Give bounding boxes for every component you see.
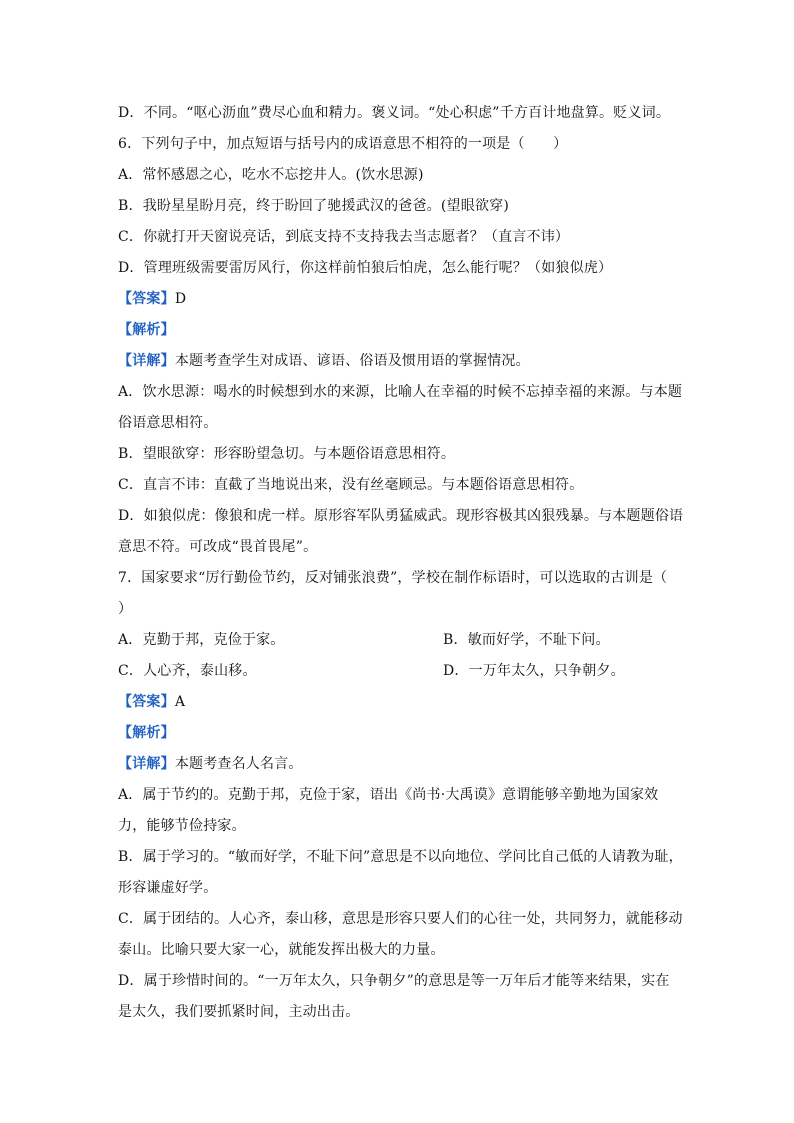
detail-text: 本题考查名人名言。	[174, 756, 303, 772]
q7-explain-line: 泰山。比喻只要大家一心，就能发挥出极大的力量。	[118, 942, 445, 958]
q6-option-b: B．我盼星星盼月亮，终于盼回了驰援武汉的爸爸。(望眼欲穿)	[118, 198, 510, 214]
q7-answer	[118, 692, 185, 712]
q7-explain-line: A．属于节约的。克勤于邦，克俭于家，语出《尚书·大禹谟》意谓能够辛勤地为国家效	[118, 787, 659, 803]
detail-tag: 【详解】	[118, 756, 175, 772]
analysis-tag: 【解析】	[118, 725, 175, 741]
q6-explain-line: A．饮水思源：喝水的时候想到水的来源，比喻人在幸福的时候不忘掉幸福的来源。与本题	[118, 384, 683, 400]
q7-explain-line: 是太久，我们要抓紧时间，主动出击。	[118, 1004, 360, 1020]
q7-explain-line: B．属于学习的。“敏而好学，不耻下问”意思是不以向地位、学问比自己低的人请教为耻，	[118, 849, 683, 865]
q7-explain-line: C．属于团结的。人心齐，泰山移，意思是形容只要人们的心往一处，共同努力，就能移动	[118, 911, 683, 927]
q7-explain-line: 形容谦虚好学。	[118, 880, 218, 896]
q7-explain-line: D．属于珍惜时间的。“一万年太久，只争朝夕”的意思是等一万年后才能等来结果，实在	[118, 973, 670, 989]
q7-option-c: C．人心齐，泰山移。	[118, 663, 257, 679]
detail-tag: 【详解】	[118, 353, 175, 369]
detail-text: 本题考查学生对成语、谚语、俗语及惯用语的掌握情况。	[174, 353, 530, 369]
q6-question: 6．下列句子中，加点短语与括号内的成语意思不相符的一项是（ ）	[118, 136, 568, 152]
q7-question: 7．国家要求“厉行勤俭节约，反对铺张浪费”，学校在制作标语时，可以选取的古训是（	[118, 570, 668, 586]
q6-detail	[118, 351, 530, 371]
answer-value: A	[174, 694, 186, 710]
answer-value: D	[174, 291, 187, 307]
analysis-tag: 【解析】	[118, 322, 175, 338]
q7-analysis-heading	[118, 723, 175, 743]
q6-answer	[118, 289, 186, 309]
q7-question-continued: ）	[118, 601, 133, 617]
q6-explain-line: B．望眼欲穿：形容盼望急切。与本题俗语意思相符。	[118, 446, 456, 462]
q6-option-a: A．常怀感恩之心，吃水不忘挖井人。(饮水思源)	[118, 167, 424, 183]
q6-option-c: C．你就打开天窗说亮话，到底支持不支持我去当志愿者？（直言不讳）	[118, 229, 570, 245]
q6-explain-line: D．如狼似虎：像狼和虎一样。原形容军队勇猛威武。现形容极其凶狠残暴。与本题题俗语	[118, 508, 684, 524]
q5-option-d-explanation: D．不同。“呕心沥血”费尽心血和精力。褒义词。“处心积虑”千方百计地盘算。贬义词。	[118, 105, 671, 121]
q6-option-d: D．管理班级需要雷厉风行，你这样前怕狼后怕虎，怎么能行呢？（如狼似虎）	[118, 260, 613, 276]
q7-option-b: B．敏而好学，不耻下问。	[443, 632, 610, 648]
q7-explain-line: 力，能够节俭持家。	[118, 818, 246, 834]
q7-option-a: A．克勤于邦，克俭于家。	[118, 632, 285, 648]
q7-option-d: D．一万年太久，只争朝夕。	[443, 663, 625, 679]
q6-explain-line: C．直言不讳：直截了当地说出来，没有丝毫顾忌。与本题俗语意思相符。	[118, 477, 584, 493]
answer-tag: 【答案】	[118, 291, 175, 307]
q6-explain-line: 意思不符。可改成“畏首畏尾”。	[118, 539, 318, 555]
answer-tag: 【答案】	[118, 694, 175, 710]
q7-detail	[118, 754, 303, 774]
q6-explain-line: 俗语意思相符。	[118, 415, 218, 431]
q6-analysis-heading	[118, 320, 175, 340]
